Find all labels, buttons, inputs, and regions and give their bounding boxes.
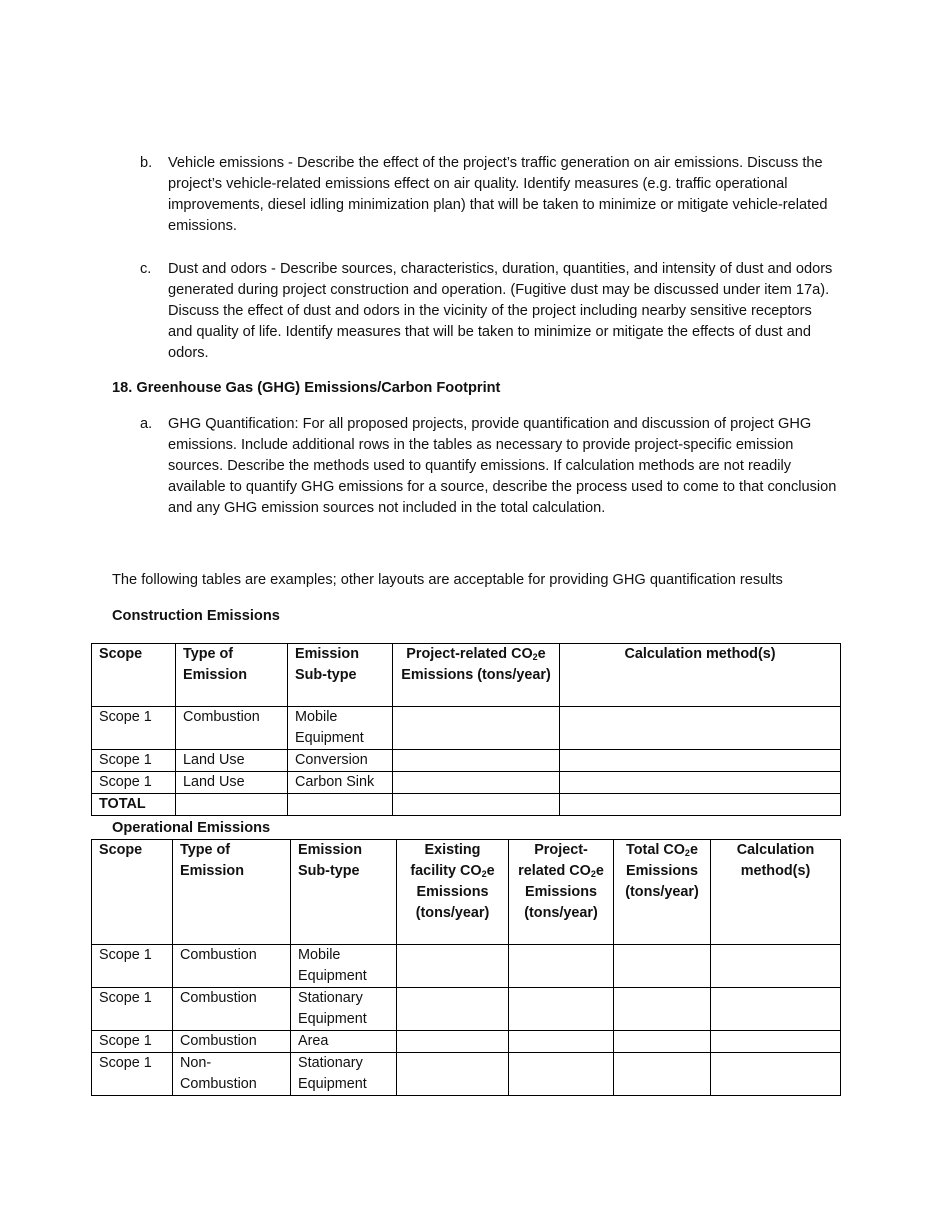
cell-scope: Scope 1	[92, 750, 176, 772]
cell-scope: Scope 1	[92, 1053, 173, 1096]
header-type: Type of Emission	[176, 644, 288, 707]
cell-project[interactable]	[509, 945, 614, 988]
cell-type: Land Use	[176, 772, 288, 794]
cell-method[interactable]	[711, 945, 841, 988]
item-c-letter: c.	[140, 261, 152, 277]
cell-subtype: Stationary Equipment	[291, 1053, 397, 1096]
cell-method[interactable]	[560, 750, 841, 772]
header-subtype: Emission Sub-type	[288, 644, 393, 707]
table-row	[92, 988, 841, 1031]
cell-project[interactable]	[393, 707, 560, 750]
cell-project[interactable]	[393, 794, 560, 816]
item-b-text: Vehicle emissions - Describe the effect of the project’s traffic generation on air emissions. Discuss the project’s vehicle-related emissions effect on air quality. Identify measures (e.g. traffic operational improvements, diesel idling minimization plan) that will be taken to minimize or mitigate vehicle-related emissions.	[168, 155, 828, 234]
co2-subscript: 2	[590, 869, 596, 879]
cell-project[interactable]	[393, 750, 560, 772]
item-c-text: Dust and odors - Describe sources, characteristics, duration, quantities, and intensity of dust and odors generated during project construction and operation. (Fugitive dust may be discussed under item 17a). Discuss the effect of dust and odors in the vicinity of the project including nearby sensitive receptors and quality of life. Identify measures that will be taken to minimize or mitigate the effects of dust and odors.	[168, 261, 833, 361]
co2-subscript: 2	[481, 869, 487, 879]
cell-method[interactable]	[560, 794, 841, 816]
item-b	[140, 153, 840, 237]
cell-existing[interactable]	[397, 1031, 509, 1053]
cell-subtype: Carbon Sink	[288, 772, 393, 794]
cell-method[interactable]	[560, 707, 841, 750]
header-project-text-2: e Emissions (tons/year)	[524, 863, 604, 921]
cell-subtype: Stationary Equipment	[291, 988, 397, 1031]
table-row	[92, 707, 841, 750]
cell-subtype: Area	[291, 1031, 397, 1053]
header-total-co2e	[614, 840, 711, 945]
cell-type: Combustion	[176, 707, 288, 750]
item-18a	[140, 414, 840, 519]
construction-table	[91, 643, 841, 816]
table-row	[92, 1031, 841, 1053]
table-row	[92, 945, 841, 988]
header-project-text-2: e Emissions (tons/year)	[401, 646, 551, 683]
header-type: Type of Emission	[173, 840, 291, 945]
operational-caption: Operational Emissions	[112, 820, 271, 836]
operational-table	[91, 839, 841, 1096]
header-scope: Scope	[92, 840, 173, 945]
cell-scope: Scope 1	[92, 988, 173, 1031]
cell-total[interactable]	[614, 1031, 711, 1053]
tables-intro: The following tables are examples; other layouts are acceptable for providing GHG quantification results	[112, 572, 783, 588]
cell-scope: Scope 1	[92, 1031, 173, 1053]
header-method: Calculation method(s)	[560, 644, 841, 707]
header-project-co2e	[509, 840, 614, 945]
header-project-co2e	[393, 644, 560, 707]
cell-project[interactable]	[393, 772, 560, 794]
cell-type: Combustion	[173, 945, 291, 988]
cell-project[interactable]	[509, 988, 614, 1031]
cell-subtype	[288, 794, 393, 816]
cell-project[interactable]	[509, 1031, 614, 1053]
table-row	[92, 1053, 841, 1096]
co2-subscript: 2	[532, 652, 538, 662]
cell-total[interactable]	[614, 945, 711, 988]
item-c	[140, 259, 840, 364]
table-row	[92, 772, 841, 794]
header-project-text: Project-related CO	[406, 646, 533, 662]
cell-type: Combustion	[173, 1031, 291, 1053]
cell-scope: Scope 1	[92, 707, 176, 750]
header-existing-co2e	[397, 840, 509, 945]
cell-existing[interactable]	[397, 988, 509, 1031]
cell-project[interactable]	[509, 1053, 614, 1096]
header-total-text-2: e Emissions (tons/year)	[625, 842, 699, 900]
header-existing-text-2: e Emissions (tons/year)	[415, 863, 495, 921]
cell-existing[interactable]	[397, 1053, 509, 1096]
cell-method[interactable]	[711, 1053, 841, 1096]
header-method: Calculation method(s)	[711, 840, 841, 945]
cell-existing[interactable]	[397, 945, 509, 988]
section-18-heading: 18. Greenhouse Gas (GHG) Emissions/Carbon Footprint	[112, 380, 501, 396]
cell-type: Non-Combustion	[173, 1053, 291, 1096]
operational-header-row	[92, 840, 841, 945]
header-total-text: Total CO	[626, 842, 685, 858]
total-row	[92, 794, 841, 816]
cell-type: Land Use	[176, 750, 288, 772]
cell-method[interactable]	[711, 988, 841, 1031]
co2-subscript: 2	[684, 848, 690, 858]
item-18a-letter: a.	[140, 416, 153, 432]
cell-type	[176, 794, 288, 816]
cell-subtype: Mobile Equipment	[291, 945, 397, 988]
cell-total[interactable]	[614, 988, 711, 1031]
cell-method[interactable]	[560, 772, 841, 794]
cell-type: Combustion	[173, 988, 291, 1031]
cell-subtype: Conversion	[288, 750, 393, 772]
header-scope: Scope	[92, 644, 176, 707]
total-label: TOTAL	[92, 794, 176, 816]
cell-method[interactable]	[711, 1031, 841, 1053]
cell-total[interactable]	[614, 1053, 711, 1096]
cell-scope: Scope 1	[92, 945, 173, 988]
cell-scope: Scope 1	[92, 772, 176, 794]
construction-caption: Construction Emissions	[112, 608, 280, 624]
header-subtype: Emission Sub-type	[291, 840, 397, 945]
item-18a-text: GHG Quantification: For all proposed projects, provide quantification and discussion of project GHG emissions. Include additional rows in the tables as necessary to provide project-specific emission sources. Describe the methods used to quantify emissions. If calculation methods are not readily available to quantify GHG emissions for a source, describe the process used to come to that conclusion and any GHG emission sources not included in the total calculation.	[168, 416, 837, 516]
construction-header-row	[92, 644, 841, 707]
header-project-text: Project-related CO	[518, 842, 591, 879]
table-row	[92, 750, 841, 772]
item-b-letter: b.	[140, 155, 153, 171]
cell-subtype: Mobile Equipment	[288, 707, 393, 750]
header-existing-text: Existing facility CO	[410, 842, 482, 879]
